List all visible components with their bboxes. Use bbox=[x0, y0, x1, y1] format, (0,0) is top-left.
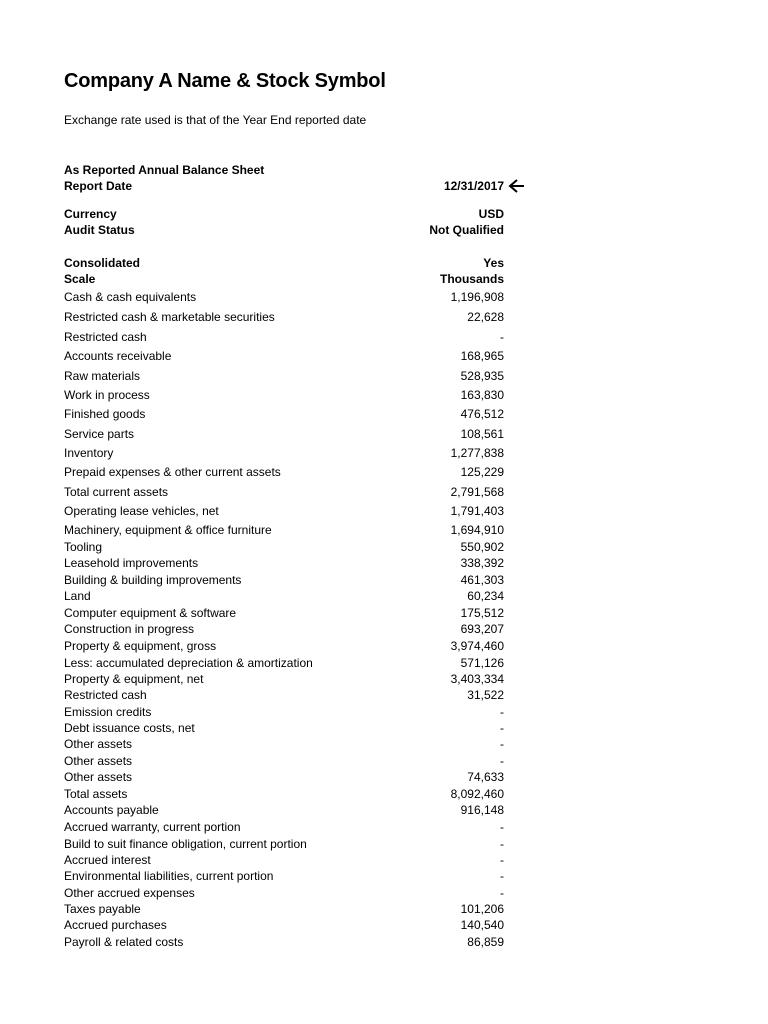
row-value: - bbox=[500, 820, 504, 834]
row-label: Build to suit finance obligation, current portion bbox=[64, 837, 307, 851]
table-row bbox=[64, 622, 504, 638]
row-value: 1,196,908 bbox=[450, 290, 504, 304]
consolidated-row bbox=[64, 256, 504, 272]
table-row bbox=[64, 485, 504, 501]
table-row bbox=[64, 935, 504, 951]
table-row bbox=[64, 639, 504, 655]
table-row bbox=[64, 573, 504, 589]
row-label: Land bbox=[64, 589, 91, 603]
table-row bbox=[64, 388, 504, 404]
row-label: Taxes payable bbox=[64, 902, 141, 916]
table-row bbox=[64, 688, 504, 704]
table-row bbox=[64, 540, 504, 556]
table-row bbox=[64, 803, 504, 819]
row-label: Work in process bbox=[64, 388, 150, 402]
row-value: 168,965 bbox=[460, 349, 504, 363]
row-value: - bbox=[500, 869, 504, 883]
table-row bbox=[64, 820, 504, 836]
report-date-value: 12/31/2017 bbox=[443, 179, 504, 193]
row-label: Other assets bbox=[64, 737, 133, 751]
scale-label: Scale bbox=[64, 272, 96, 286]
row-value: 101,206 bbox=[460, 902, 504, 916]
row-value: - bbox=[500, 754, 504, 768]
table-row bbox=[64, 737, 504, 753]
row-value: 125,229 bbox=[460, 465, 504, 479]
table-row bbox=[64, 837, 504, 853]
table-row bbox=[64, 721, 504, 737]
row-value: 31,522 bbox=[467, 688, 504, 702]
table-row bbox=[64, 853, 504, 869]
row-value: - bbox=[500, 705, 504, 719]
table-row bbox=[64, 290, 504, 306]
row-label: Accounts payable bbox=[64, 803, 159, 817]
table-row bbox=[64, 705, 504, 721]
row-value: 550,902 bbox=[460, 540, 504, 554]
table-row bbox=[64, 869, 504, 885]
consolidated-value: Yes bbox=[483, 256, 504, 270]
row-value: - bbox=[500, 721, 504, 735]
table-row bbox=[64, 407, 504, 423]
row-value: - bbox=[500, 837, 504, 851]
row-value: 163,830 bbox=[460, 388, 504, 402]
audit-status-value: Not Qualified bbox=[429, 223, 504, 237]
table-row bbox=[64, 606, 504, 622]
row-value: - bbox=[500, 330, 504, 344]
row-label: Inventory bbox=[64, 446, 114, 460]
row-value: 2,791,568 bbox=[450, 485, 504, 499]
row-label: Operating lease vehicles, net bbox=[64, 504, 219, 518]
table-row bbox=[64, 918, 504, 934]
row-value: 528,935 bbox=[460, 369, 504, 383]
table-row bbox=[64, 427, 504, 443]
row-value: 1,694,910 bbox=[450, 523, 504, 537]
row-label: Accrued interest bbox=[64, 853, 151, 867]
row-label: Tooling bbox=[64, 540, 103, 554]
row-label: Less: accumulated depreciation & amortization bbox=[64, 656, 313, 670]
arrow-left-icon bbox=[508, 178, 526, 194]
report-title: As Reported Annual Balance Sheet bbox=[64, 163, 265, 177]
row-value: 476,512 bbox=[460, 407, 504, 421]
row-value: 3,974,460 bbox=[450, 639, 504, 653]
row-label: Payroll & related costs bbox=[64, 935, 184, 949]
table-row bbox=[64, 902, 504, 918]
row-label: Restricted cash & marketable securities bbox=[64, 310, 275, 324]
row-value: 693,207 bbox=[460, 622, 504, 636]
row-label: Restricted cash bbox=[64, 688, 147, 702]
table-row bbox=[64, 787, 504, 803]
row-value: 22,628 bbox=[467, 310, 504, 324]
table-row bbox=[64, 504, 504, 520]
table-row bbox=[64, 310, 504, 326]
row-label: Property & equipment, gross bbox=[64, 639, 217, 653]
row-label: Raw materials bbox=[64, 369, 141, 383]
table-row bbox=[64, 656, 504, 672]
row-label: Machinery, equipment & office furniture bbox=[64, 523, 272, 537]
row-label: Other accrued expenses bbox=[64, 886, 195, 900]
row-value: 108,561 bbox=[460, 427, 504, 441]
row-label: Property & equipment, net bbox=[64, 672, 204, 686]
row-label: Other assets bbox=[64, 754, 133, 768]
row-label: Emission credits bbox=[64, 705, 152, 719]
row-label: Total current assets bbox=[64, 485, 169, 499]
audit-status-row bbox=[64, 223, 504, 239]
row-label: Accrued warranty, current portion bbox=[64, 820, 241, 834]
table-row bbox=[64, 886, 504, 902]
row-value: 1,277,838 bbox=[450, 446, 504, 460]
row-label: Total assets bbox=[64, 787, 128, 801]
table-row bbox=[64, 672, 504, 688]
row-value: - bbox=[500, 853, 504, 867]
table-row bbox=[64, 556, 504, 572]
row-value: 916,148 bbox=[460, 803, 504, 817]
table-row bbox=[64, 770, 504, 786]
table-row bbox=[64, 523, 504, 539]
currency-value: USD bbox=[478, 207, 504, 221]
audit-status-label: Audit Status bbox=[64, 223, 135, 237]
row-value: 140,540 bbox=[460, 918, 504, 932]
consolidated-label: Consolidated bbox=[64, 256, 141, 270]
table-row bbox=[64, 349, 504, 365]
row-label: Computer equipment & software bbox=[64, 606, 237, 620]
page-title: Company A Name & Stock Symbol bbox=[64, 70, 386, 92]
row-value: 3,403,334 bbox=[450, 672, 504, 686]
row-label: Finished goods bbox=[64, 407, 146, 421]
row-value: 175,512 bbox=[460, 606, 504, 620]
table-row bbox=[64, 754, 504, 770]
row-value: 338,392 bbox=[460, 556, 504, 570]
row-value: - bbox=[500, 737, 504, 751]
currency-row bbox=[64, 207, 504, 223]
row-label: Accrued purchases bbox=[64, 918, 167, 932]
table-row bbox=[64, 330, 504, 346]
report-date-row bbox=[64, 179, 504, 195]
scale-row bbox=[64, 272, 504, 288]
table-row bbox=[64, 589, 504, 605]
table-row bbox=[64, 369, 504, 385]
row-label: Construction in progress bbox=[64, 622, 195, 636]
row-value: 8,092,460 bbox=[450, 787, 504, 801]
row-value: 86,859 bbox=[467, 935, 504, 949]
report-date-label: Report Date bbox=[64, 179, 133, 193]
report-title-row bbox=[64, 163, 504, 179]
row-label: Building & building improvements bbox=[64, 573, 242, 587]
row-value: 1,791,403 bbox=[450, 504, 504, 518]
exchange-rate-note: Exchange rate used is that of the Year End reported date bbox=[64, 113, 367, 127]
row-label: Restricted cash bbox=[64, 330, 147, 344]
scale-value: Thousands bbox=[439, 272, 504, 286]
row-label: Leasehold improvements bbox=[64, 556, 199, 570]
table-row bbox=[64, 446, 504, 462]
row-label: Accounts receivable bbox=[64, 349, 172, 363]
row-label: Debt issuance costs, net bbox=[64, 721, 195, 735]
currency-label: Currency bbox=[64, 207, 117, 221]
row-label: Other assets bbox=[64, 770, 133, 784]
row-value: - bbox=[500, 886, 504, 900]
row-value: 74,633 bbox=[467, 770, 504, 784]
row-value: 60,234 bbox=[467, 589, 504, 603]
table-row bbox=[64, 465, 504, 481]
row-value: 461,303 bbox=[460, 573, 504, 587]
row-label: Cash & cash equivalents bbox=[64, 290, 197, 304]
row-label: Service parts bbox=[64, 427, 135, 441]
row-label: Prepaid expenses & other current assets bbox=[64, 465, 281, 479]
row-value: 571,126 bbox=[460, 656, 504, 670]
row-label: Environmental liabilities, current portion bbox=[64, 869, 274, 883]
